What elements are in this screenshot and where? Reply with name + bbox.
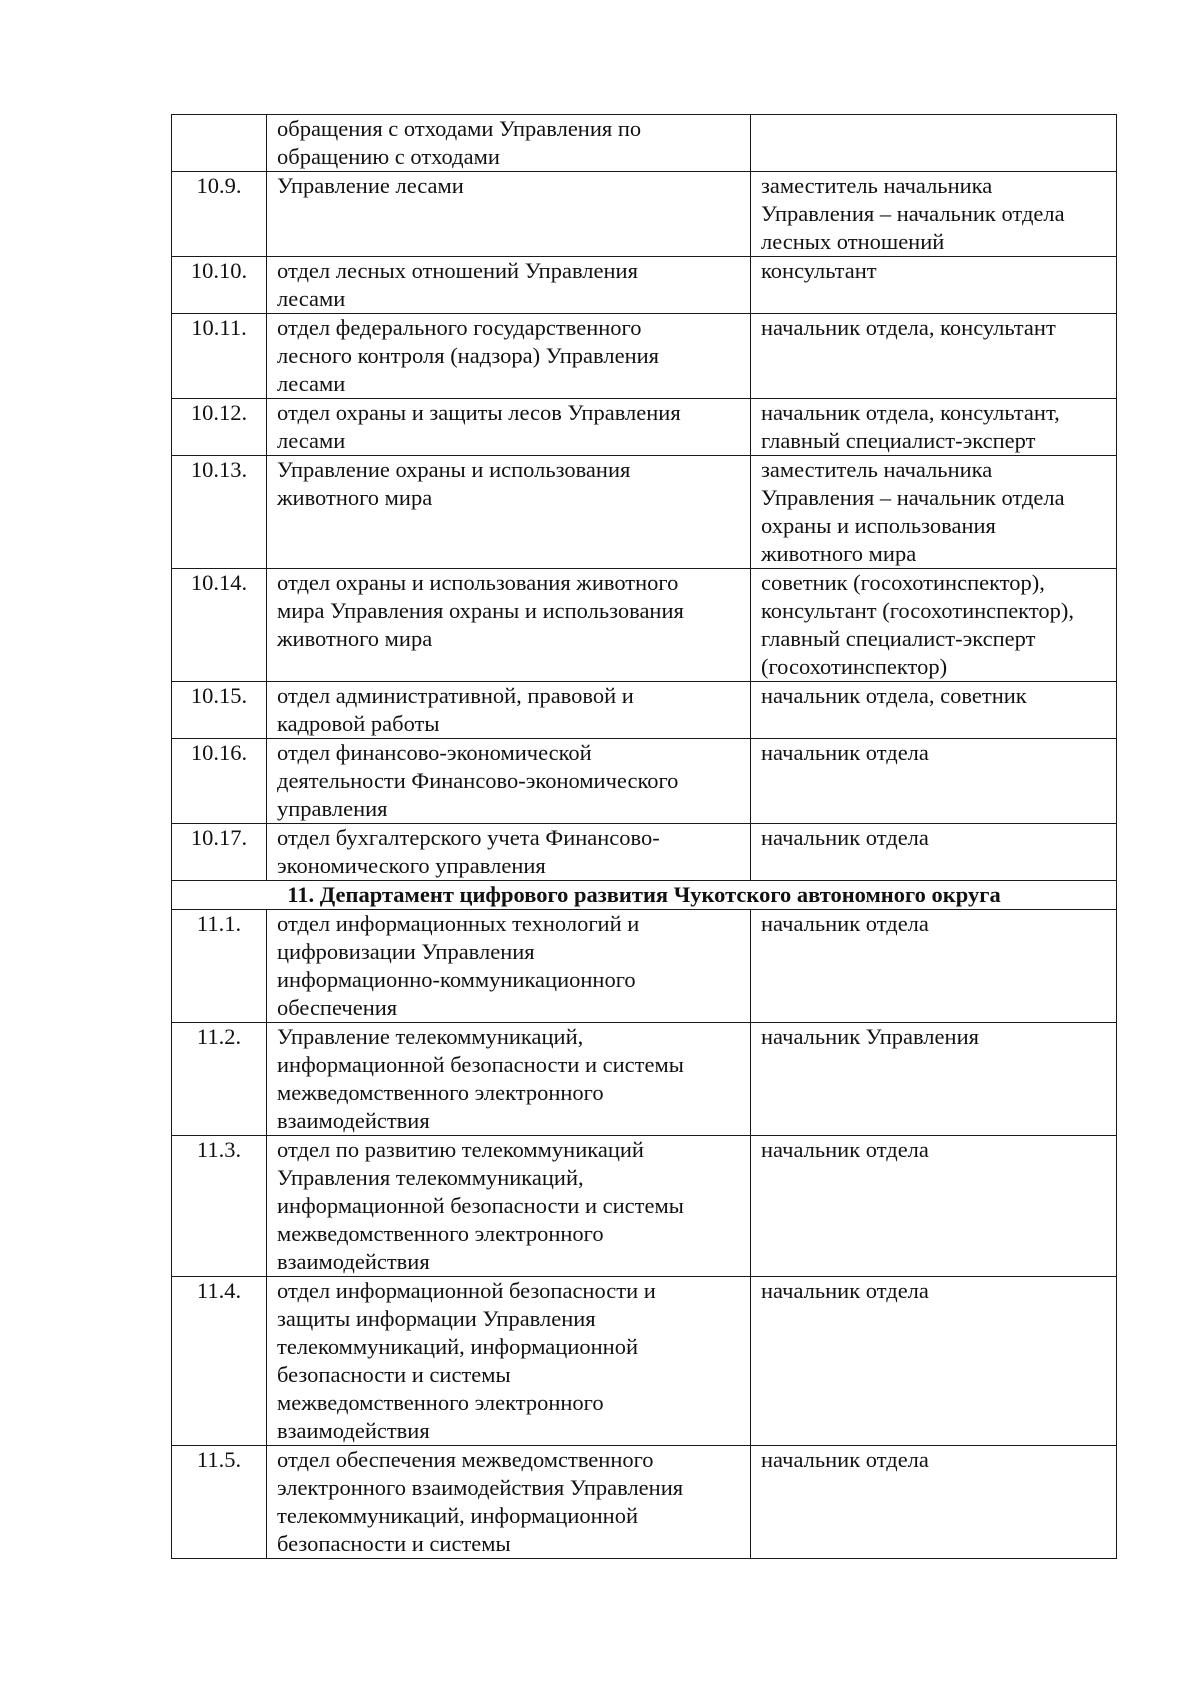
- position-title: заместитель начальника Управления – начальник отдела охраны и использования животного мира: [751, 456, 1117, 569]
- table-row: [172, 824, 1117, 881]
- position-title: начальник отдела, консультант, главный специалист-эксперт: [751, 399, 1117, 456]
- row-number: 10.14.: [172, 569, 267, 682]
- table-row: [172, 1277, 1117, 1446]
- section-header-row: [172, 881, 1117, 910]
- positions-table: [171, 114, 1117, 1559]
- row-number: 10.9.: [172, 172, 267, 257]
- row-number: 10.13.: [172, 456, 267, 569]
- table-row: [172, 1023, 1117, 1136]
- unit-name: отдел охраны и защиты лесов Управления лесами: [267, 399, 751, 456]
- row-number: 10.11.: [172, 314, 267, 399]
- row-number: 10.17.: [172, 824, 267, 881]
- unit-name: Управление охраны и использования животного мира: [267, 456, 751, 569]
- table-row: [172, 682, 1117, 739]
- position-title: советник (госохотинспектор), консультант (госохотинспектор), главный специалист-эксперт (госохотинспектор): [751, 569, 1117, 682]
- position-title: начальник отдела: [751, 824, 1117, 881]
- position-title: начальник отдела, консультант: [751, 314, 1117, 399]
- position-title: начальник Управления: [751, 1023, 1117, 1136]
- row-number: 11.3.: [172, 1136, 267, 1277]
- unit-name: отдел административной, правовой и кадровой работы: [267, 682, 751, 739]
- unit-name: Управление лесами: [267, 172, 751, 257]
- table-row: [172, 399, 1117, 456]
- position-title: начальник отдела: [751, 1446, 1117, 1559]
- unit-name: отдел информационных технологий и цифровизации Управления информационно-коммуникационного обеспечения: [267, 910, 751, 1023]
- table-row: [172, 1446, 1117, 1559]
- position-title: начальник отдела: [751, 1277, 1117, 1446]
- unit-name: отдел бухгалтерского учета Финансово- экономического управления: [267, 824, 751, 881]
- position-title: начальник отдела, советник: [751, 682, 1117, 739]
- table-row: [172, 314, 1117, 399]
- table-row: [172, 257, 1117, 314]
- row-number: 11.2.: [172, 1023, 267, 1136]
- unit-name: отдел по развитию телекоммуникаций Управления телекоммуникаций, информационной безопасности и системы межведомственного электронного взаимодействия: [267, 1136, 751, 1277]
- unit-name: отдел охраны и использования животного мира Управления охраны и использования животного мира: [267, 569, 751, 682]
- table-row: [172, 910, 1117, 1023]
- table-row: [172, 739, 1117, 824]
- row-number: 10.12.: [172, 399, 267, 456]
- unit-name: отдел информационной безопасности и защиты информации Управления телекоммуникаций, информационной безопасности и системы межведомственного электронного взаимодействия: [267, 1277, 751, 1446]
- unit-name: отдел лесных отношений Управления лесами: [267, 257, 751, 314]
- unit-name: отдел обеспечения межведомственного электронного взаимодействия Управления телекоммуникаций, информационной безопасности и системы: [267, 1446, 751, 1559]
- table-body: [172, 115, 1117, 1559]
- position-title: консультант: [751, 257, 1117, 314]
- row-number: 10.15.: [172, 682, 267, 739]
- table-row: [172, 1136, 1117, 1277]
- row-number: 10.10.: [172, 257, 267, 314]
- section-title: 11. Департамент цифрового развития Чукотского автономного округа: [172, 881, 1117, 910]
- table-row: [172, 172, 1117, 257]
- position-title: [751, 115, 1117, 172]
- table-row: [172, 115, 1117, 172]
- row-number: 11.4.: [172, 1277, 267, 1446]
- row-number: [172, 115, 267, 172]
- unit-name: обращения с отходами Управления по обращению с отходами: [267, 115, 751, 172]
- row-number: 11.1.: [172, 910, 267, 1023]
- row-number: 10.16.: [172, 739, 267, 824]
- position-title: начальник отдела: [751, 739, 1117, 824]
- unit-name: Управление телекоммуникаций, информационной безопасности и системы межведомственного электронного взаимодействия: [267, 1023, 751, 1136]
- unit-name: отдел федерального государственного лесного контроля (надзора) Управления лесами: [267, 314, 751, 399]
- unit-name: отдел финансово-экономической деятельности Финансово-экономического управления: [267, 739, 751, 824]
- table-row: [172, 569, 1117, 682]
- position-title: начальник отдела: [751, 910, 1117, 1023]
- position-title: заместитель начальника Управления – начальник отдела лесных отношений: [751, 172, 1117, 257]
- position-title: начальник отдела: [751, 1136, 1117, 1277]
- table-row: [172, 456, 1117, 569]
- row-number: 11.5.: [172, 1446, 267, 1559]
